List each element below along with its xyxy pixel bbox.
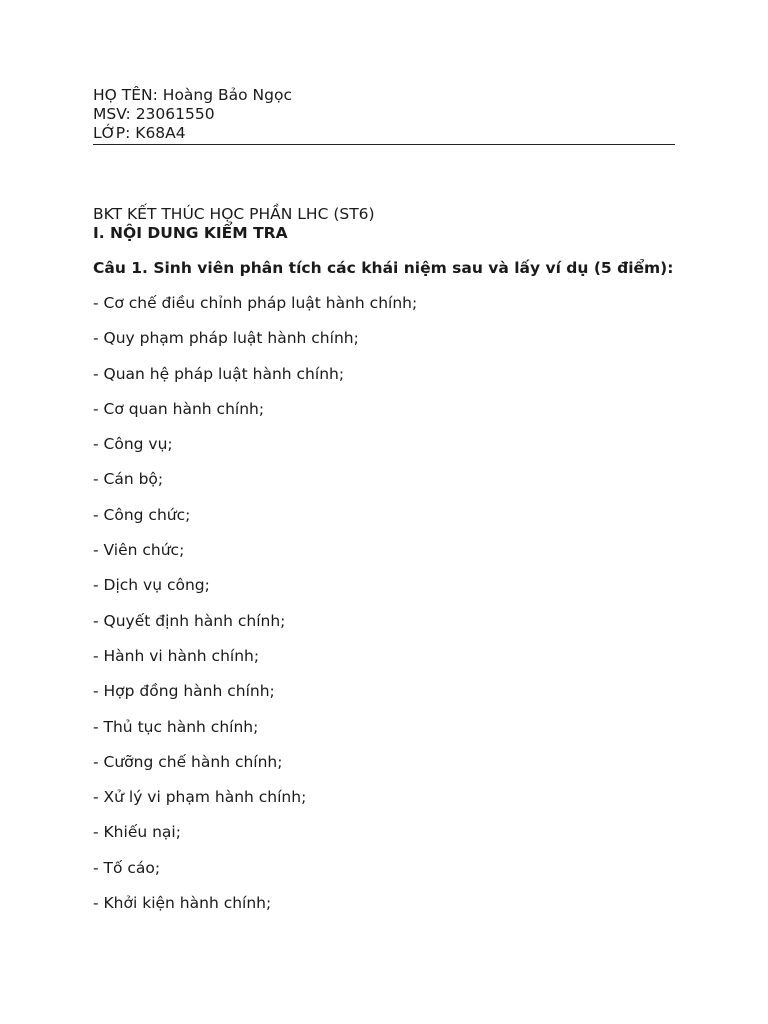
concept-item: - Khiếu nại;	[93, 823, 181, 842]
concept-item: - Quan hệ pháp luật hành chính;	[93, 364, 345, 383]
concept-item: - Khởi kiện hành chính;	[93, 894, 272, 913]
concept-item: - Cưỡng chế hành chính;	[93, 752, 283, 771]
student-id: MSV: 23061550	[93, 105, 215, 123]
concept-item: - Xử lý vi phạm hành chính;	[93, 788, 307, 807]
concept-item: - Cán bộ;	[93, 470, 164, 489]
concept-item: - Hành vi hành chính;	[93, 646, 260, 665]
concept-item: - Cơ chế điều chỉnh pháp luật hành chính;	[93, 294, 418, 312]
concept-item: - Quyết định hành chính;	[93, 611, 286, 630]
question-1: Câu 1. Sinh viên phân tích các khái niệm sau và lấy ví dụ (5 điểm):	[93, 259, 674, 277]
document-page	[93, 86, 675, 929]
exam-title: BKT KẾT THÚC HỌC PHẦN LHC (ST6)	[93, 205, 375, 223]
concept-item: - Hợp đồng hành chính;	[93, 682, 275, 701]
student-class: LỚP: K68A4	[93, 124, 186, 142]
section-heading: I. NỘI DUNG KIỂM TRA	[93, 224, 288, 242]
concept-item: - Cơ quan hành chính;	[93, 399, 265, 418]
concept-item: - Dịch vụ công;	[93, 576, 210, 595]
student-name: HỌ TÊN: Hoàng Bảo Ngọc	[93, 86, 292, 104]
concept-item: - Công chức;	[93, 505, 191, 524]
concept-item: - Quy phạm pháp luật hành chính;	[93, 329, 359, 348]
header-divider	[93, 144, 675, 145]
concept-item: - Tố cáo;	[93, 858, 161, 877]
concept-list	[93, 294, 675, 913]
concept-item: - Viên chức;	[93, 541, 185, 560]
concept-item: - Công vụ;	[93, 435, 173, 454]
concept-item: - Thủ tục hành chính;	[93, 717, 259, 736]
